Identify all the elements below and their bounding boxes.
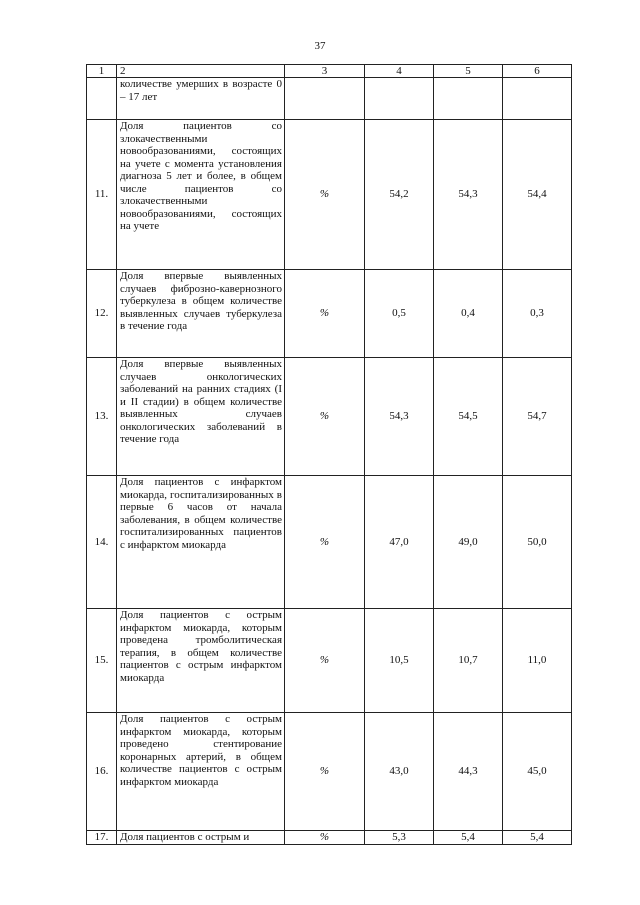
row-value-2: 0,4: [434, 270, 503, 358]
row-number: 17.: [87, 831, 117, 845]
row-unit: %: [285, 476, 365, 609]
header-col-6: 6: [503, 65, 572, 78]
row-number: 13.: [87, 358, 117, 476]
row-description: Доля впервые выявленных случаев онкологических заболеваний на ранних стадиях (I и II стадии) в общем количестве выявленных случаев онкологических заболеваний в течение года: [117, 358, 285, 476]
row-value-1: 47,0: [365, 476, 434, 609]
row-value-1: 54,2: [365, 120, 434, 270]
row-description: Доля впервые выявленных случаев фиброзно-кавернозного туберкулеза в общем количестве выявленных случаев туберкулеза в течение года: [117, 270, 285, 358]
table-row: [87, 270, 572, 358]
row-value-3: 11,0: [503, 609, 572, 713]
row-value-3: 45,0: [503, 713, 572, 831]
row-value-3: 0,3: [503, 270, 572, 358]
row-value-3: [503, 78, 572, 120]
table-row: [87, 831, 572, 845]
row-unit: %: [285, 270, 365, 358]
header-col-3: 3: [285, 65, 365, 78]
table-row: [87, 476, 572, 609]
row-number: 15.: [87, 609, 117, 713]
row-value-1: 43,0: [365, 713, 434, 831]
table-row: [87, 78, 572, 120]
row-number: [87, 78, 117, 120]
row-value-2: [434, 78, 503, 120]
header-col-1: 1: [87, 65, 117, 78]
row-value-1: [365, 78, 434, 120]
row-description: Доля пациентов с инфарктом миокарда, госпитализированных в первые 6 часов от начала заболевания, в общем количестве госпитализированных пациентов с инфарктом миокарда: [117, 476, 285, 609]
row-value-2: 49,0: [434, 476, 503, 609]
row-value-2: 10,7: [434, 609, 503, 713]
row-unit: %: [285, 358, 365, 476]
table-row: [87, 120, 572, 270]
header-col-5: 5: [434, 65, 503, 78]
header-col-4: 4: [365, 65, 434, 78]
row-description: Доля пациентов со злокачественными новообразованиями, состоящих на учете с момента установления диагноза 5 лет и более, в общем числе пациентов со злокачественными новообразованиями, состоящих на учете: [117, 120, 285, 270]
page-number: 37: [314, 40, 326, 52]
row-description: Доля пациентов с острым инфарктом миокарда, которым проведено стентирование коронарных артерий, в общем количестве пациентов с острым инфарктом миокарда: [117, 713, 285, 831]
row-value-2: 54,3: [434, 120, 503, 270]
row-value-3: 5,4: [503, 831, 572, 845]
row-value-3: 50,0: [503, 476, 572, 609]
row-number: 16.: [87, 713, 117, 831]
indicators-table: [86, 64, 572, 845]
row-number: 14.: [87, 476, 117, 609]
row-unit: %: [285, 831, 365, 845]
table-row: [87, 358, 572, 476]
row-unit: %: [285, 609, 365, 713]
row-value-1: 54,3: [365, 358, 434, 476]
table-row: [87, 609, 572, 713]
row-unit: %: [285, 713, 365, 831]
header-col-2: 2: [117, 65, 285, 78]
row-value-2: 5,4: [434, 831, 503, 845]
row-number: 11.: [87, 120, 117, 270]
row-description: Доля пациентов с острым и: [117, 831, 285, 845]
row-value-1: 5,3: [365, 831, 434, 845]
row-description: Доля пациентов с острым инфарктом миокарда, которым проведена тромболитическая терапия, в общем количестве пациентов с острым инфарктом миокарда: [117, 609, 285, 713]
row-value-1: 0,5: [365, 270, 434, 358]
row-value-2: 44,3: [434, 713, 503, 831]
row-number: 12.: [87, 270, 117, 358]
row-value-3: 54,4: [503, 120, 572, 270]
table-row: [87, 713, 572, 831]
row-value-2: 54,5: [434, 358, 503, 476]
row-value-1: 10,5: [365, 609, 434, 713]
row-description: количестве умерших в возрасте 0 – 17 лет: [117, 78, 285, 120]
table-header-row: [87, 65, 572, 78]
row-unit: %: [285, 120, 365, 270]
row-value-3: 54,7: [503, 358, 572, 476]
row-unit: [285, 78, 365, 120]
